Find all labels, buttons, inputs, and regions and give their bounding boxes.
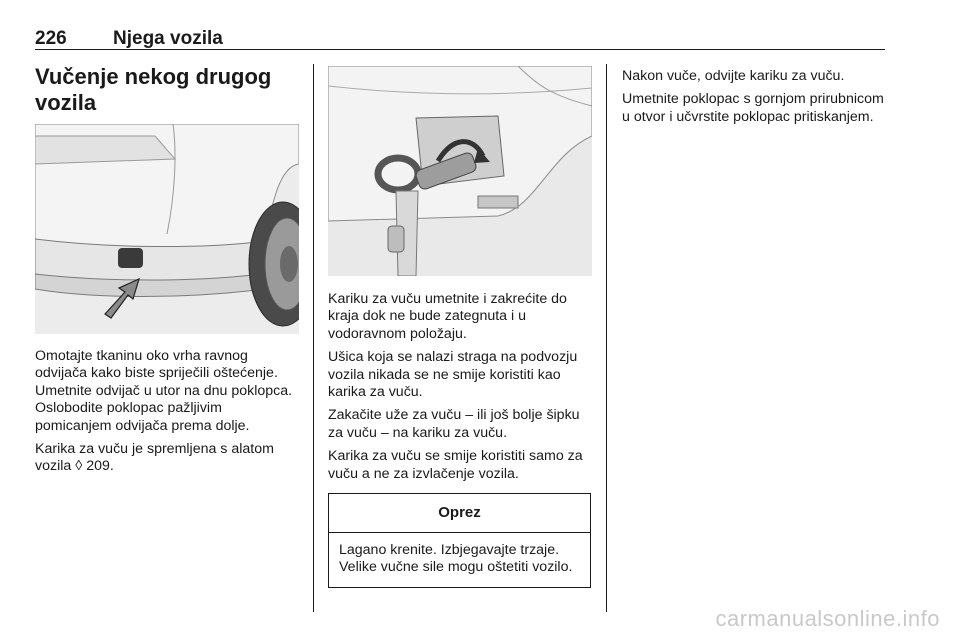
paragraph-towing-only: Karika za vuču se smije koristiti samo za vuču a ne za izvlačenje vozila. [328,448,583,482]
page-reference[interactable]: 209. [86,458,114,475]
reference-text: Karika za vuču je spremljena s alatom vozila [35,441,274,475]
tow-eye-illustration [328,66,592,276]
paragraph-tool-reference [35,441,299,476]
paragraph-insert-tow-eye: Kariku za vuču umetnite i zakrećite do kraja dok ne bude zategnuta i u vodoravnom položaju. [328,291,567,342]
paragraph-reinsert-cover: Umetnite poklopac s gornjom prirubnicom u otvor i učvrstite poklopac pritiskanjem. [622,91,884,125]
column-divider-1 [313,64,314,612]
page-reference-arrow-icon: ◊ [75,458,83,475]
column-divider-2 [606,64,607,612]
paragraph-cover-removal: Omotajte tkaninu oko vrha ravnog odvijača kako biste spriječili oštećenje. Umetnite odvijač u utor na dnu poklopca. Oslobodite poklopac pažljivim pomicanjem odvijača prema dolje. [35,348,293,434]
caution-text: Lagano krenite. Izbjegavajte trzaje. Velike vučne sile mogu oštetiti vozilo. [339,542,573,576]
chapter-title: Njega vozila [113,28,223,49]
paragraph-rear-eye-warning: Ušica koja se nalazi straga na podvozju vozila nikada se ne smije koristiti kao karika za vuču. [328,349,578,401]
caution-box [328,493,591,588]
header-rule [35,49,885,50]
column-1 [35,64,299,482]
watermark: carmanualsonline.info [715,606,940,631]
rear-bumper-illustration [35,124,299,334]
caution-title: Oprez [329,494,590,533]
section-title: Vučenje nekog drugog vozila [35,64,272,115]
paragraph-attach-rope: Zakačite uže za vuču – ili još bolje šipku za vuču – na kariku za vuču. [328,407,580,441]
page-number: 226 [35,28,67,49]
column-2 [328,64,592,588]
column-3 [622,64,886,132]
paragraph-unscrew-tow-eye: Nakon vuče, odvijte kariku za vuču. [622,68,845,84]
